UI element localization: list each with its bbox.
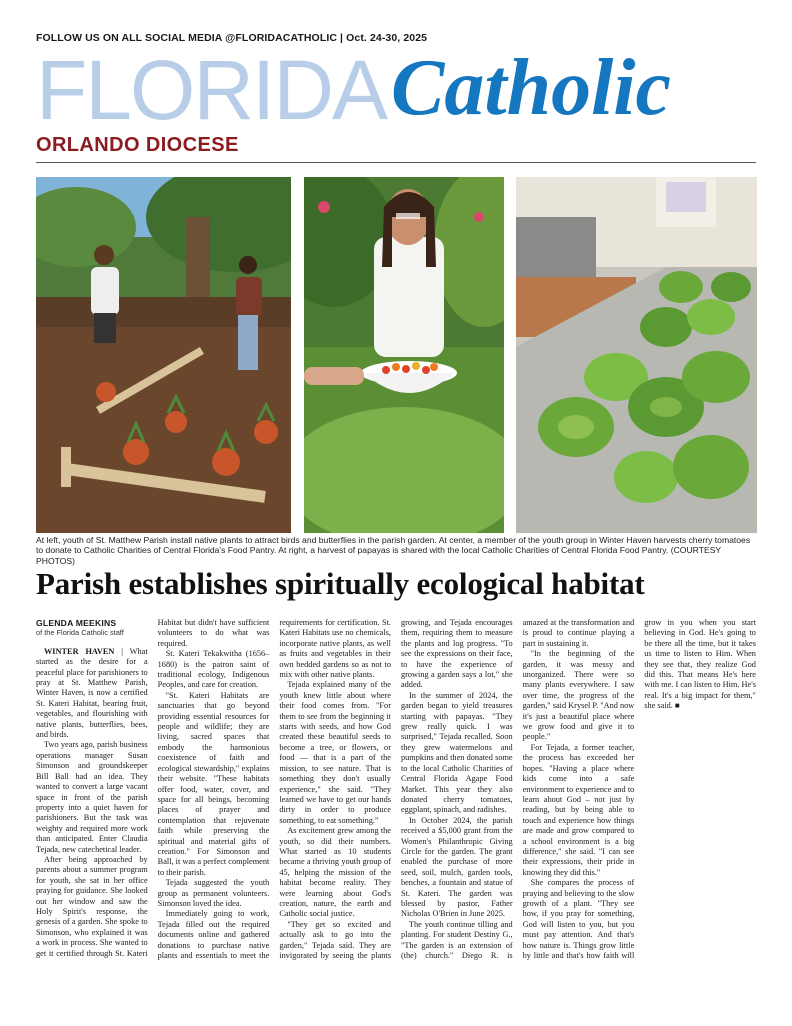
end-mark-icon: ■ — [672, 701, 680, 711]
article-paragraph: For Tejada, a former teacher, the process has exceeded her hopes. "Having a place where kids come into a safe environment to experience and to learn about God – not just by reading, but by being able to touch and experience how things are made and grow compared to a school environment is a big difference," she said. "I can see their expressions, their pride in knowing they did this." — [522, 742, 635, 877]
photo-papaya-harvest — [516, 177, 757, 533]
article-paragraph: In October 2024, the parish received a $5,000 grant from the Women's Philanthropic Giving Circle for the garden. The grant enabled the purchase of more seed, soil, mulch, garden tools, benches, a fountain and statue of St. Kateri. The garden was blessed by pastor, Father Nicholas O'Brien in June 2025. — [400, 815, 513, 919]
article-paragraph: "In the beginning of the garden, it was messy and unorganized. There were so many plants everywhere. I saw over time, the progress of the garden," said Krysel P. "And now it's just a beautiful place where we grow food and give it to people." — [522, 649, 635, 742]
article-paragraph: Tejada suggested the youth group as permanent volunteers. Simonson loved the idea. — [157, 878, 270, 908]
article-paragraph: "They get so excited and actually ask to go into the garden," Tejada said. They are invigorated by seeing the plants growing, and Tejada encourages them, requiring them to measure the plants and log progress. "To see the expressions on their face, to have the experience of growing a garden says a lot," she added. — [279, 618, 513, 960]
article-body — [36, 618, 756, 963]
masthead-catholic-word: Catholic — [391, 44, 672, 132]
article-paragraph: After being approached by parents about a summer program for youth, she sat in her office praying for guidance. She looked out her window and saw the Holy Spirit's response, the genesis of a garden. She spoke to Simonson, who explained it was a work in process. She wanted to get it certified through St. Kateri Habitat but didn't have sufficient volunteers to do what was required. — [36, 618, 270, 958]
article-paragraph: As excitement grew among the youth, so did their numbers. What started as 10 students became a thriving youth group of 45, helping the mission of the habitat become reality. They were learning about God's creation, nature, the earth and Catholic social justice. — [279, 826, 391, 919]
masthead — [36, 43, 756, 137]
photo-caption: At left, youth of St. Matthew Parish install native plants to attract birds and butterflies in the parish garden. At center, a member of the youth group in Winter Haven harvests cherry tomatoes to donate to Catholic Charities of Central Florida's Food Pantry. At right, a harvest of papayas is shared with the local Catholic Charities of Central Florida Food Pantry. (COURTESY PHOTOS) — [36, 535, 751, 566]
article-paragraph: Immediately going to work, Tejada filled out the required documents online and gathered donations to purchase native plants and essentials to meet the requirements for certification. St. Kateri Habitats use no chemicals, incorporate native plants, as well as fruits and vegetables in their own bedded gardens so as not to mix with other native plants. — [157, 618, 391, 960]
masthead-divider — [36, 162, 756, 163]
paragraph-text: She compares the process of praying and believing to the slow growth of a plant. "They see how, if you pray for something, God will listen to you, but you must pay attention. And that's how nature is. Things grow little by little and that's how faith will grow in you when you start believing in God. He's going to be there all the time, but it takes us time to listen to Him. When they see that, they realize God did this. That means He's here with me. I can listen to Him. He's real. It's a big impact for them," she said. — [522, 618, 756, 960]
social-media-date-line: FOLLOW US ON ALL SOCIAL MEDIA @FLORIDACATHOLIC | Oct. 24-30, 2025 — [36, 32, 428, 44]
byline-role: of the Florida Catholic staff — [36, 628, 124, 638]
dateline: WINTER HAVEN — [44, 646, 115, 656]
photo-cherry-tomato-harvest — [304, 177, 504, 533]
photo-youth-planting — [36, 177, 291, 533]
photo-youth-planting-illustration — [36, 177, 291, 533]
article-paragraph: Tejada explained many of the youth knew little about where their food comes from. "For them to see from the beginning it starts with seeds, and how God created these beautiful seeds to become a tree, or flowers, or food — that is a part of the mission, to see nature. That is something they don't usually experience," she said. "They learned we have to get our hands dirty in order to produce something, to eat something." — [279, 680, 391, 825]
article-paragraph: Two years ago, parish business operations manager Susan Simonson and groundskeeper Bill Ball had an idea. They wanted to convert a large vacant space in front of the parish property into a quiet haven for parishioners. But the task was weighty and required more work than anticipated. Enter Claudia Tejada, new catechetical leader. — [36, 740, 148, 854]
photo-cherry-tomato-harvest-illustration — [304, 177, 504, 533]
paragraph-text: | What started as the desire for a peaceful place for parishioners to pray at St. Matthew Parish, Winter Haven, is now a certified St. Kateri Habitat, bearing fruit, vegetables, and flourishing with native plants, butterflies, bees, and birds. — [36, 646, 148, 740]
article-paragraph: The youth continue tilling and planting. For student Destiny G., "The garden is an extension of (the) church." Diego R. is amazed at the transformation and is proud to continue playing a part in sustaining it. — [400, 618, 635, 960]
article-headline: Parish establishes spiritually ecological habitat — [36, 566, 645, 601]
diocese-label: ORLANDO DIOCESE — [36, 134, 239, 156]
byline-author: GLENDA MEEKINS — [36, 618, 117, 628]
article-paragraph: "St. Kateri Habitats are sanctuaries that go beyond providing essential resources for people and wildlife; they are living, sacred spaces that embody the harmonious coexistence of faith and ecological stewardship," explains their website. "These habitats offer food, water, cover, and space for all beings, becoming places of prayer and contemplation that rejuvenate faith while preserving the spiritual and material gifts of creation." For Simonson and Ball, it was a perfect complement to their parish. — [157, 690, 270, 877]
article-paragraph: In the summer of 2024, the garden began to yield treasures starting with papayas. "They grew really quick. I was surprised," Tejada recalled. Soon they grew watermelons and pumpkins and then donated some to the local Catholic Charities of Central Florida Agape Food Market. This year they also donated cherry tomatoes, eggplant, spinach, and radishes. — [400, 690, 513, 815]
photo-papaya-harvest-illustration — [516, 177, 757, 533]
masthead-florida-word: FLORIDA — [36, 43, 387, 137]
article-paragraph — [36, 647, 148, 741]
article-paragraph: St. Kateri Tekakwitha (1656–1680) is the patron saint of traditional ecology, Indigenous Peoples, and care for creation. — [157, 649, 270, 690]
